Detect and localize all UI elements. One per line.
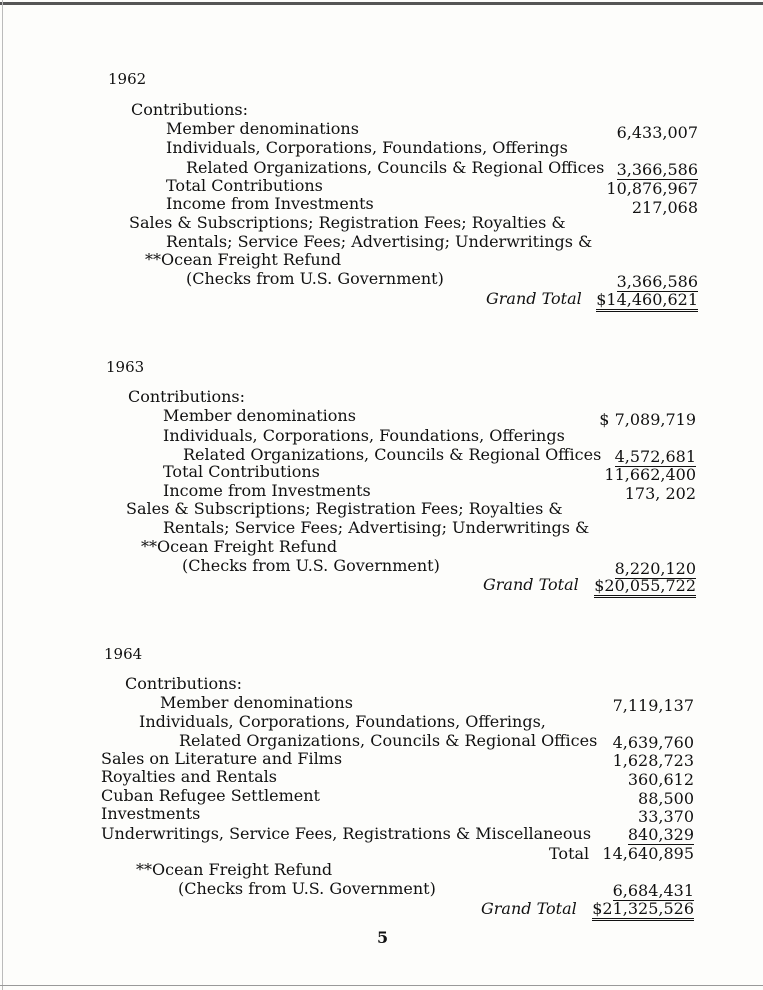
grand-total-value: $14,460,621 xyxy=(596,291,698,312)
total-contributions-label: Total Contributions xyxy=(166,176,323,195)
member-denominations-value: 7,119,137 xyxy=(612,696,694,715)
ocean-freight-label: **Ocean Freight Refund xyxy=(145,250,342,269)
sales-label-line1: Sales & Subscriptions; Registration Fees; Royalties & xyxy=(129,213,566,232)
investments-label: Investments xyxy=(101,804,201,823)
grand-total-value: $21,325,526 xyxy=(592,900,694,921)
ocean-freight-label: **Ocean Freight Refund xyxy=(136,860,333,879)
individuals-value: 4,572,681 xyxy=(614,447,696,466)
royalties-value: 360,612 xyxy=(627,770,694,789)
checks-value: 6,684,431 xyxy=(612,881,694,900)
page-left-border xyxy=(2,0,3,990)
grand-total-label: Grand Total xyxy=(486,289,582,308)
member-denominations-value: $ 7,089,719 xyxy=(599,410,696,429)
page-bottom-border xyxy=(0,985,763,986)
contributions-label: Contributions: xyxy=(125,674,243,693)
total-contributions-label: Total Contributions xyxy=(163,462,320,481)
member-denominations-value: 6,433,007 xyxy=(616,123,698,142)
investments-value: 33,370 xyxy=(638,807,694,826)
grand-total-label: Grand Total xyxy=(483,575,579,594)
contributions-label: Contributions: xyxy=(131,100,249,119)
underwritings-value: 840,329 xyxy=(627,825,694,844)
year-heading: 1963 xyxy=(106,358,145,376)
income-investments-label: Income from Investments xyxy=(166,194,374,213)
page-top-border xyxy=(0,2,763,5)
individuals-label-line1: Individuals, Corporations, Foundations, Offerings, xyxy=(139,712,546,731)
sales-label-line2: Rentals; Service Fees; Advertising; Underwritings & xyxy=(166,232,593,251)
royalties-label: Royalties and Rentals xyxy=(101,767,277,786)
sales-literature-label: Sales on Literature and Films xyxy=(101,749,343,768)
income-investments-value: 173, 202 xyxy=(624,484,696,503)
total-contributions-value: 11,662,400 xyxy=(604,465,696,484)
checks-label: (Checks from U.S. Government) xyxy=(186,269,444,288)
sales-literature-value: 1,628,723 xyxy=(612,751,694,770)
individuals-label-line2: Related Organizations, Councils & Regional Offices xyxy=(179,731,598,750)
individuals-value: 4,639,760 xyxy=(612,733,694,752)
contributions-label: Contributions: xyxy=(128,387,246,406)
individuals-value: 3,366,586 xyxy=(616,160,698,179)
checks-value: 8,220,120 xyxy=(614,559,696,578)
checks-label: (Checks from U.S. Government) xyxy=(178,879,436,898)
member-denominations-label: Member denominations xyxy=(166,119,359,138)
individuals-label-line1: Individuals, Corporations, Foundations, Offerings xyxy=(163,426,565,445)
total-label: Total xyxy=(549,844,590,863)
sales-label-line1: Sales & Subscriptions; Registration Fees; Royalties & xyxy=(126,499,563,518)
individuals-label-line1: Individuals, Corporations, Foundations, Offerings xyxy=(166,138,568,157)
total-value: 14,640,895 xyxy=(602,844,694,863)
member-denominations-label: Member denominations xyxy=(163,406,356,425)
year-heading: 1964 xyxy=(104,645,143,663)
underwritings-label: Underwritings, Service Fees, Registrations & Miscellaneous xyxy=(101,824,592,843)
year-heading: 1962 xyxy=(108,70,147,88)
individuals-label-line2: Related Organizations, Councils & Regional Offices xyxy=(183,445,602,464)
individuals-label-line2: Related Organizations, Councils & Regional Offices xyxy=(186,158,605,177)
sales-label-line2: Rentals; Service Fees; Advertising; Underwritings & xyxy=(163,518,590,537)
grand-total-value: $20,055,722 xyxy=(594,577,696,598)
ocean-freight-label: **Ocean Freight Refund xyxy=(141,537,338,556)
cuban-refugee-value: 88,500 xyxy=(638,789,694,808)
income-investments-label: Income from Investments xyxy=(163,481,371,500)
member-denominations-label: Member denominations xyxy=(160,693,353,712)
grand-total-label: Grand Total xyxy=(481,899,577,918)
cuban-refugee-label: Cuban Refugee Settlement xyxy=(101,786,320,805)
page-number: 5 xyxy=(377,928,389,947)
income-investments-value: 217,068 xyxy=(631,198,698,217)
checks-label: (Checks from U.S. Government) xyxy=(182,556,440,575)
total-contributions-value: 10,876,967 xyxy=(606,179,698,198)
checks-value: 3,366,586 xyxy=(616,272,698,291)
